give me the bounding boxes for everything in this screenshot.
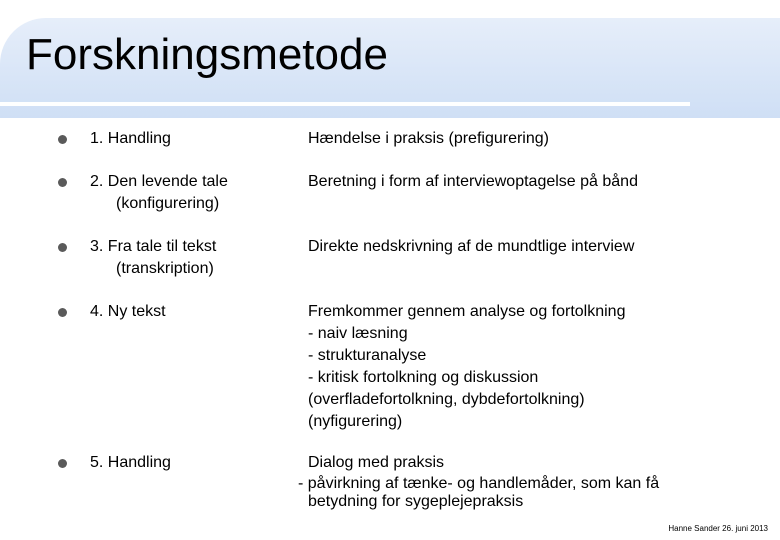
title-underline — [0, 102, 690, 106]
step-description-item: - kritisk fortolkning og diskussion — [308, 369, 539, 386]
step-description: Hændelse i praksis (prefigurering) — [308, 130, 549, 147]
bullet-icon — [58, 308, 67, 317]
step-label: 5. Handling — [90, 454, 171, 471]
step-description: Dialog med praksis — [308, 454, 445, 471]
bullet-icon — [58, 178, 67, 187]
step-label: 2. Den levende tale — [90, 173, 228, 190]
step-description-item: - naiv læsning — [308, 325, 408, 342]
step-description-item: - strukturanalyse — [308, 347, 427, 364]
step-description-item: (overfladefortolkning, dybdefortolkning) — [308, 391, 585, 408]
step-description-item: betydning for sygeplejepraksis — [308, 493, 524, 510]
step-label: 1. Handling — [90, 130, 171, 147]
step-description: Direkte nedskrivning af de mundtlige interview — [308, 238, 635, 255]
step-label: 4. Ny tekst — [90, 303, 166, 320]
step-description: Beretning i form af interviewoptagelse på bånd — [308, 173, 638, 190]
step-label: 3. Fra tale til tekst — [90, 238, 217, 255]
slide-title: Forskningsmetode — [26, 30, 388, 79]
footer-author-date: Hanne Sander 26. juni 2013 — [668, 524, 768, 533]
step-label-sub: (transkription) — [116, 260, 214, 277]
step-description: Fremkommer gennem analyse og fortolkning — [308, 303, 626, 320]
bullet-icon — [58, 135, 67, 144]
step-description-item: - påvirkning af tænke- og handlemåder, som kan få — [298, 475, 660, 492]
step-description-item: (nyfigurering) — [308, 413, 403, 430]
step-label-sub: (konfigurering) — [116, 195, 220, 212]
bullet-icon — [58, 243, 67, 252]
bullet-icon — [58, 459, 67, 468]
